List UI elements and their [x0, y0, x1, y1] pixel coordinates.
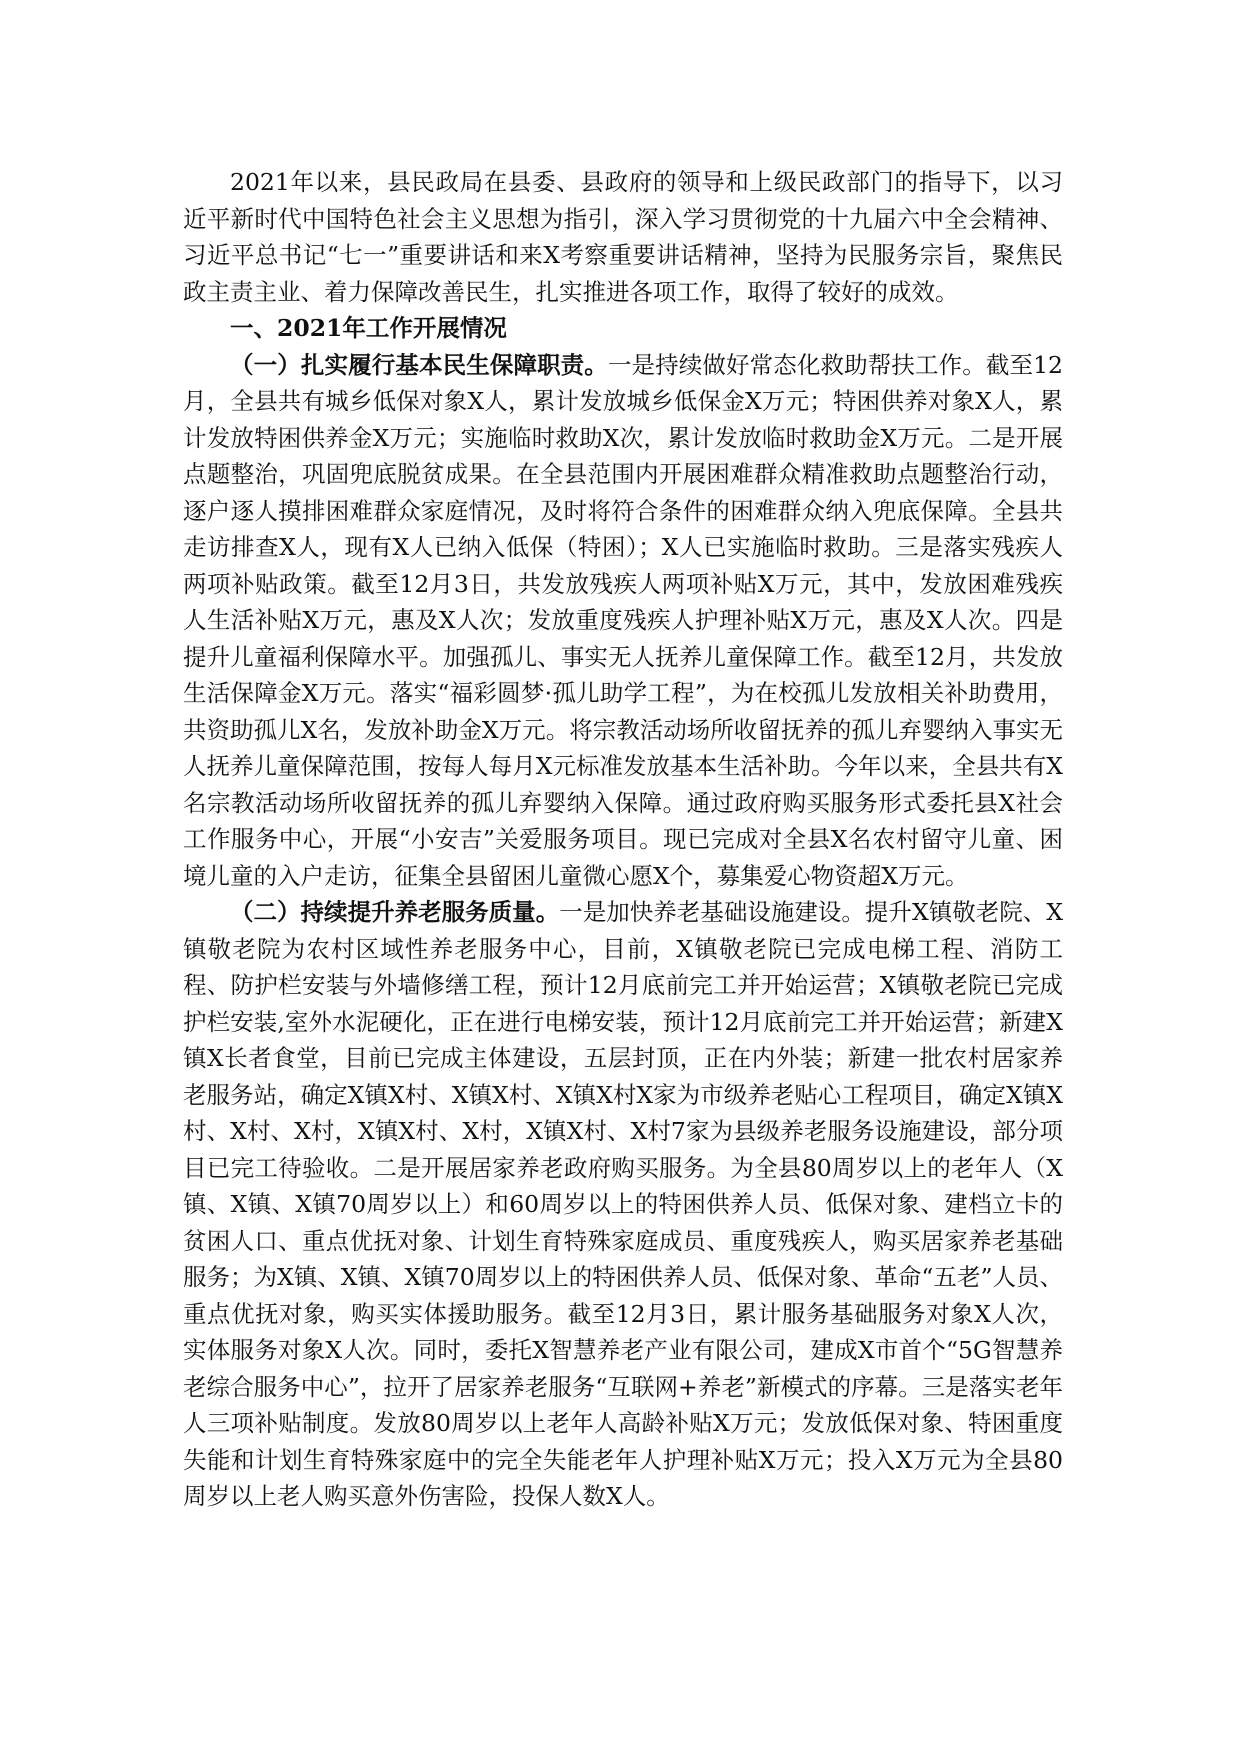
subsection-2-title: （二）持续提升养老服务质量。 [230, 898, 560, 926]
section-heading: 一、2021年工作开展情况 [230, 314, 507, 342]
document-page [183, 164, 1063, 1515]
subsection-1-title: （一）扎实履行基本民生保障职责。 [230, 350, 608, 379]
subsection-1-paragraph [183, 347, 1063, 895]
subsection-2-paragraph [183, 894, 1063, 1515]
subsection-2-body: 一是加快养老基础设施建设。提升X镇敬老院、X镇敬老院为农村区域性养老服务中心，目前，X镇敬老院已完成电梯工程、消防工程、防护栏安装与外墙修缮工程，预计12月底前完工并开始运营；X镇敬老院已完成护栏安装,室外水泥硬化，正在进行电梯安装，预计12月底前完工并开始运营；新建X镇X长者食堂，目前已完成主体建设，五层封顶，正在内外装；新建一批农村居家养老服务站，确定X镇X村、X镇X村、X镇X村X家为市级养老贴心工程项目，确定X镇X村、X村、X村，X镇X村、X村，X镇X村、X村7家为县级养老服务设施建设，部分项目已完工待验收。二是开展居家养老政府购买服务。为全县80周岁以上的老年人（X镇、X镇、X镇70周岁以上）和60周岁以上的特困供养人员、低保对象、建档立卡的贫困人口、重点优抚对象、计划生育特殊家庭成员、重度残疾人，购买居家养老基础服务；为X镇、X镇、X镇70周岁以上的特困供养人员、低保对象、革命“五老”人员、重点优抚对象，购买实体援助服务。截至12月3日，累计服务基础服务对象X人次，实体服务对象X人次。同时，委托X智慧养老产业有限公司，建成X市首个“5G智慧养老综合服务中心”，拉开了居家养老服务“互联网+养老”新模式的序幕。三是落实老年人三项补贴制度。发放80周岁以上老年人高龄补贴X万元；发放低保对象、特困重度失能和计划生育特殊家庭中的完全失能老年人护理补贴X万元；投入X万元为全县80周岁以上老人购买意外伤害险，投保人数X人。 [183, 898, 1063, 1510]
intro-paragraph: 2021年以来，县民政局在县委、县政府的领导和上级民政部门的指导下，以习近平新时代中国特色社会主义思想为指引，深入学习贯彻党的十九届六中全会精神、习近平总书记“七一”重要讲话和来X考察重要讲话精神，坚持为民服务宗旨，聚焦民政主责主业、着力保障改善民生，扎实推进各项工作，取得了较好的成效。 [183, 168, 1063, 306]
subsection-1-body: 一是持续做好常态化救助帮扶工作。截至12月，全县共有城乡低保对象X人，累计发放城乡低保金X万元；特困供养对象X人，累计发放特困供养金X万元；实施临时救助X次，累计发放临时救助金X万元。二是开展点题整治，巩固兜底脱贫成果。在全县范围内开展困难群众精准救助点题整治行动，逐户逐人摸排困难群众家庭情况，及时将符合条件的困难群众纳入兜底保障。全县共走访排查X人，现有X人已纳入低保（特困）；X人已实施临时救助。三是落实残疾人两项补贴政策。截至12月3日，共发放残疾人两项补贴X万元，其中，发放困难残疾人生活补贴X万元，惠及X人次；发放重度残疾人护理补贴X万元，惠及X人次。四是提升儿童福利保障水平。加强孤儿、事实无人抚养儿童保障工作。截至12月，共发放生活保障金X万元。落实“福彩圆梦·孤儿助学工程”，为在校孤儿发放相关补助费用，共资助孤儿X名，发放补助金X万元。将宗教活动场所收留抚养的孤儿弃婴纳入事实无人抚养儿童保障范围，按每人每月X元标准发放基本生活补助。今年以来，全县共有X名宗教活动场所收留抚养的孤儿弃婴纳入保障。通过政府购买服务形式委托县X社会工作服务中心，开展“小安吉”关爱服务项目。现已完成对全县X名农村留守儿童、困境儿童的入户走访，征集全县留困儿童微心愿X个，募集爱心物资超X万元。 [183, 350, 1064, 890]
